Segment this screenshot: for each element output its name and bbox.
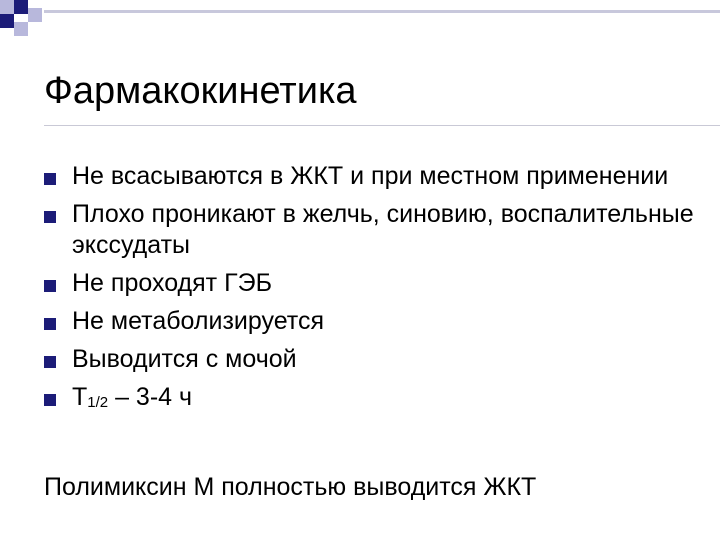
footer-note: Полимиксин М полностью выводится ЖКТ xyxy=(44,473,537,501)
deco-square-dark-2 xyxy=(0,14,14,28)
bullet-text: Не метаболизируется xyxy=(72,307,325,335)
bullet-item-bbb xyxy=(44,268,694,299)
bullet-list xyxy=(44,161,694,425)
square-bullet-icon xyxy=(44,356,56,368)
deco-square-light-2 xyxy=(28,8,42,22)
bullet-text: Не всасываются в ЖКТ и при местном применении xyxy=(72,162,669,190)
half-life-subscript: 1/2 xyxy=(87,394,109,411)
bullet-text: Плохо проникают в желчь, синовию, воспалительные экссудаты xyxy=(72,200,694,259)
bullet-item-absorption xyxy=(44,161,694,192)
square-bullet-icon xyxy=(44,211,56,223)
bullet-item-half-life xyxy=(44,382,694,418)
square-bullet-icon xyxy=(44,318,56,330)
bullet-text: Не проходят ГЭБ xyxy=(72,269,272,297)
title-divider xyxy=(44,125,720,126)
header-decoration xyxy=(0,0,720,40)
deco-bar xyxy=(44,10,720,13)
deco-square-light xyxy=(0,0,14,14)
deco-square-dark xyxy=(14,0,28,14)
half-life-symbol: T xyxy=(72,383,88,411)
square-bullet-icon xyxy=(44,394,56,406)
bullet-text: Выводится с мочой xyxy=(72,345,297,373)
bullet-item-metabolism xyxy=(44,306,694,337)
slide-title: Фармакокинетика xyxy=(44,70,357,112)
bullet-item-penetration xyxy=(44,199,694,261)
bullet-item-excretion xyxy=(44,344,694,375)
square-bullet-icon xyxy=(44,173,56,185)
deco-square-light-3 xyxy=(14,22,28,36)
half-life-value: – 3-4 ч xyxy=(108,383,193,411)
square-bullet-icon xyxy=(44,280,56,292)
